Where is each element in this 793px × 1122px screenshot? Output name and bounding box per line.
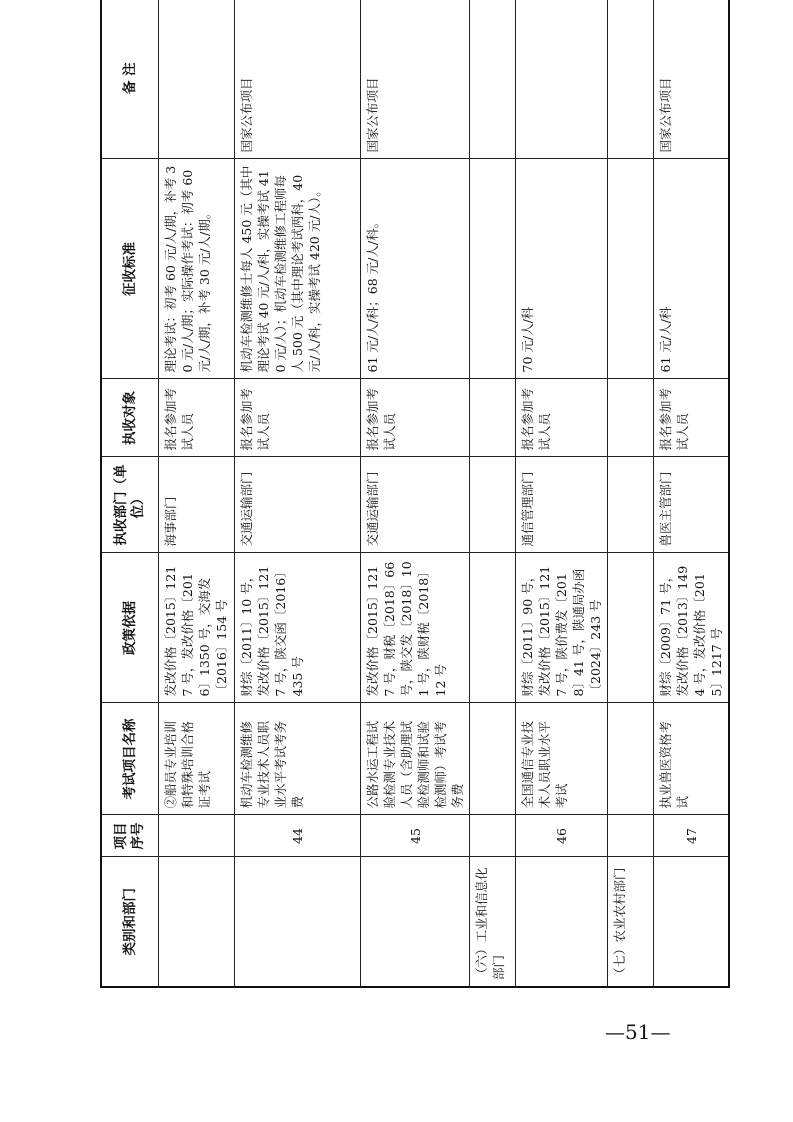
cell-standard (470, 159, 516, 379)
cell-remark (516, 0, 608, 159)
section-row (470, 0, 516, 987)
cell-policy: 发改价格〔2015〕1217 号，发改价格〔2016〕1350 号，交海发〔2016〕154 号 (159, 553, 235, 703)
cell-target (608, 379, 654, 457)
cell-policy (470, 553, 516, 703)
cell-category: （六）工业和信息化部门 (470, 857, 516, 987)
cell-seq (608, 815, 654, 857)
cell-dept (470, 457, 516, 553)
cell-target: 报名参加考试人员 (361, 379, 470, 457)
cell-standard: 61 元/人/科 (654, 159, 730, 379)
cell-name (470, 703, 516, 815)
cell-name: 执业兽医资格考试 (654, 703, 730, 815)
cell-standard: 61 元/人/科；68 元/人/科。 (361, 159, 470, 379)
header-seq: 项目序号 (101, 815, 159, 857)
table-row (361, 0, 470, 987)
cell-standard: 70 元/人/科 (516, 159, 608, 379)
cell-category (654, 857, 730, 987)
section-row (608, 0, 654, 987)
cell-name: 机动车检测维修专业技术人员职业水平考试考务费 (235, 703, 361, 815)
cell-category (159, 857, 235, 987)
cell-seq: 46 (516, 815, 608, 857)
cell-target: 报名参加考试人员 (654, 379, 730, 457)
cell-category (235, 857, 361, 987)
cell-name: 公路水运工程试验检测专业技术人员（含助理试验检测师和试验检测师）考试考务费 (361, 703, 470, 815)
cell-category: （七）农业农村部门 (608, 857, 654, 987)
cell-policy: 财综〔2009〕71 号，发改价格〔2013〕1494 号，发改价格〔2015〕1217 号 (654, 553, 730, 703)
cell-remark: 国家公布项目 (235, 0, 361, 159)
cell-name: 全国通信专业技术人员职业水平考试 (516, 703, 608, 815)
cell-dept (608, 457, 654, 553)
cell-policy: 财综〔2011〕10 号，发改价格〔2015〕1217 号，陕交函〔2016〕435 号 (235, 553, 361, 703)
cell-dept: 交通运输部门 (235, 457, 361, 553)
header-policy: 政策依据 (101, 553, 159, 703)
cell-seq: 44 (235, 815, 361, 857)
cell-dept: 海事部门 (159, 457, 235, 553)
header-remark: 备 注 (101, 0, 159, 159)
cell-remark (608, 0, 654, 159)
cell-seq: 45 (361, 815, 470, 857)
cell-standard: 机动车检测维修士每人 450 元（其中理论考试 40 元/人/科，实操考试 410 元/人）；机动车检测维修工程师每人 500 元（其中理论考试两科，40 元/人/科，实操考试 420 元/人）。 (235, 159, 361, 379)
cell-dept: 兽医主管部门 (654, 457, 730, 553)
cell-target: 报名参加考试人员 (159, 379, 235, 457)
cell-name: ②船员专业培训和特殊培训合格证考试 (159, 703, 235, 815)
cell-target: 报名参加考试人员 (235, 379, 361, 457)
page-number: —51— (605, 1020, 671, 1044)
header-name: 考试项目名称 (101, 703, 159, 815)
cell-remark (470, 0, 516, 159)
cell-name (608, 703, 654, 815)
table-row (235, 0, 361, 987)
cell-seq (470, 815, 516, 857)
cell-dept: 通信管理部门 (516, 457, 608, 553)
cell-category (361, 857, 470, 987)
cell-remark: 国家公布项目 (654, 0, 730, 159)
table-row (654, 0, 730, 987)
cell-policy (608, 553, 654, 703)
cell-policy: 财综〔2011〕90 号，发改价格〔2015〕1217 号，陕价费发〔2018〕41 号，陕通局办函〔2024〕243 号 (516, 553, 608, 703)
header-target: 执收对象 (101, 379, 159, 457)
table-row (159, 0, 235, 987)
header-dept: 执收部门（单位） (101, 457, 159, 553)
cell-standard (608, 159, 654, 379)
rotated-table-container (100, 0, 724, 988)
fee-table (100, 0, 730, 988)
cell-dept: 交通运输部门 (361, 457, 470, 553)
table-row (516, 0, 608, 987)
cell-seq: 47 (654, 815, 730, 857)
cell-category (516, 857, 608, 987)
cell-target (470, 379, 516, 457)
cell-remark: 国家公布项目 (361, 0, 470, 159)
cell-seq (159, 815, 235, 857)
cell-policy: 发改价格〔2015〕1217 号，财税〔2018〕66 号，陕交发〔2018〕101 号，陕财税〔2018〕12 号 (361, 553, 470, 703)
header-standard: 征收标准 (101, 159, 159, 379)
cell-remark (159, 0, 235, 159)
cell-target: 报名参加考试人员 (516, 379, 608, 457)
header-category: 类别和部门 (101, 857, 159, 987)
table-header-row (101, 0, 159, 987)
cell-standard: 理论考试：初考 60 元/人/期，补考 30 元/人/期；实际操作考试：初考 60 元/人/期，补考 30 元/人/期。 (159, 159, 235, 379)
